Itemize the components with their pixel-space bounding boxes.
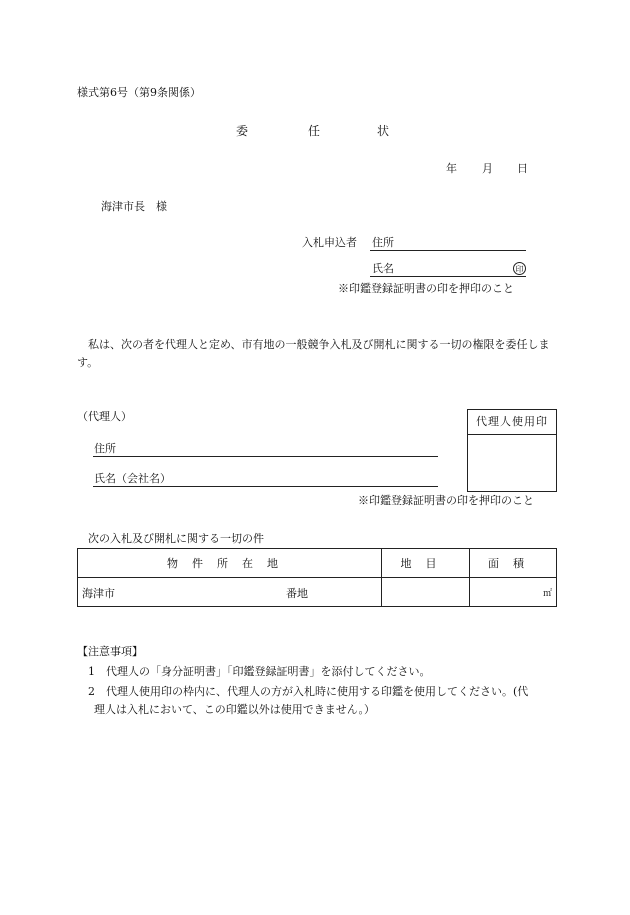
header-area: 面積: [470, 549, 557, 578]
applicant-seal-note: ※印鑑登録証明書の印を押印のこと: [338, 282, 514, 295]
applicant-address-line: [370, 250, 526, 251]
date-year: 年: [446, 162, 457, 175]
note-1-text: 代理人の「身分証明書」「印鑑登録証明書」を添付してください。: [106, 665, 431, 678]
header-location: 物件所在地: [78, 549, 382, 578]
table-row: [78, 578, 557, 607]
applicant-name-label: 氏名: [372, 262, 394, 275]
addressee: 海津市長 様: [101, 200, 167, 213]
form-number: 様式第6号（第9条関係）: [77, 86, 201, 99]
applicant-address-label: 住所: [372, 236, 394, 249]
property-table: [77, 548, 557, 607]
note-2-text-cont: 理人は入札において、この印鑑以外は使用できません。）: [94, 703, 375, 716]
title-char-3: 状: [377, 124, 390, 138]
seal-mark-icon: 印: [513, 262, 526, 275]
date-day: 日: [517, 162, 528, 175]
agent-address-line: [93, 456, 438, 457]
title-char-2: 任: [308, 124, 321, 138]
agent-label: （代理人）: [77, 410, 132, 423]
agent-seal-box: [467, 409, 557, 492]
agent-name-line: [93, 486, 438, 487]
applicant-label: 入札申込者: [302, 236, 357, 249]
applicant-name-line: [370, 276, 526, 277]
note-1-num: 1: [88, 665, 95, 678]
date-month: 月: [482, 162, 493, 175]
delegation-statement: 私は、次の者を代理人と定め、市有地の一般競争入札及び開札に関する一切の権限を委任します。: [77, 338, 550, 369]
cell-area: ㎡: [470, 578, 557, 607]
agent-address-label: 住所: [94, 442, 116, 455]
agent-name-label: 氏名（会社名）: [94, 472, 171, 485]
agent-seal-box-label: 代理人使用印: [468, 410, 556, 435]
agent-seal-note: ※印鑑登録証明書の印を押印のこと: [358, 494, 534, 507]
header-land-category: 地目: [382, 549, 470, 578]
notes-heading: 【注意事項】: [77, 645, 143, 658]
cell-location: 海津市 番地: [78, 578, 382, 607]
note-2-text: 代理人使用印の枠内に、代理人の方が入札時に使用する印鑑を使用してください。(代: [106, 685, 529, 698]
cell-land-category: [382, 578, 470, 607]
table-header-row: [78, 549, 557, 578]
title-char-1: 委: [236, 124, 249, 138]
note-2-num: 2: [88, 685, 95, 698]
matter-label: 次の入札及び開札に関する一切の件: [88, 532, 264, 545]
